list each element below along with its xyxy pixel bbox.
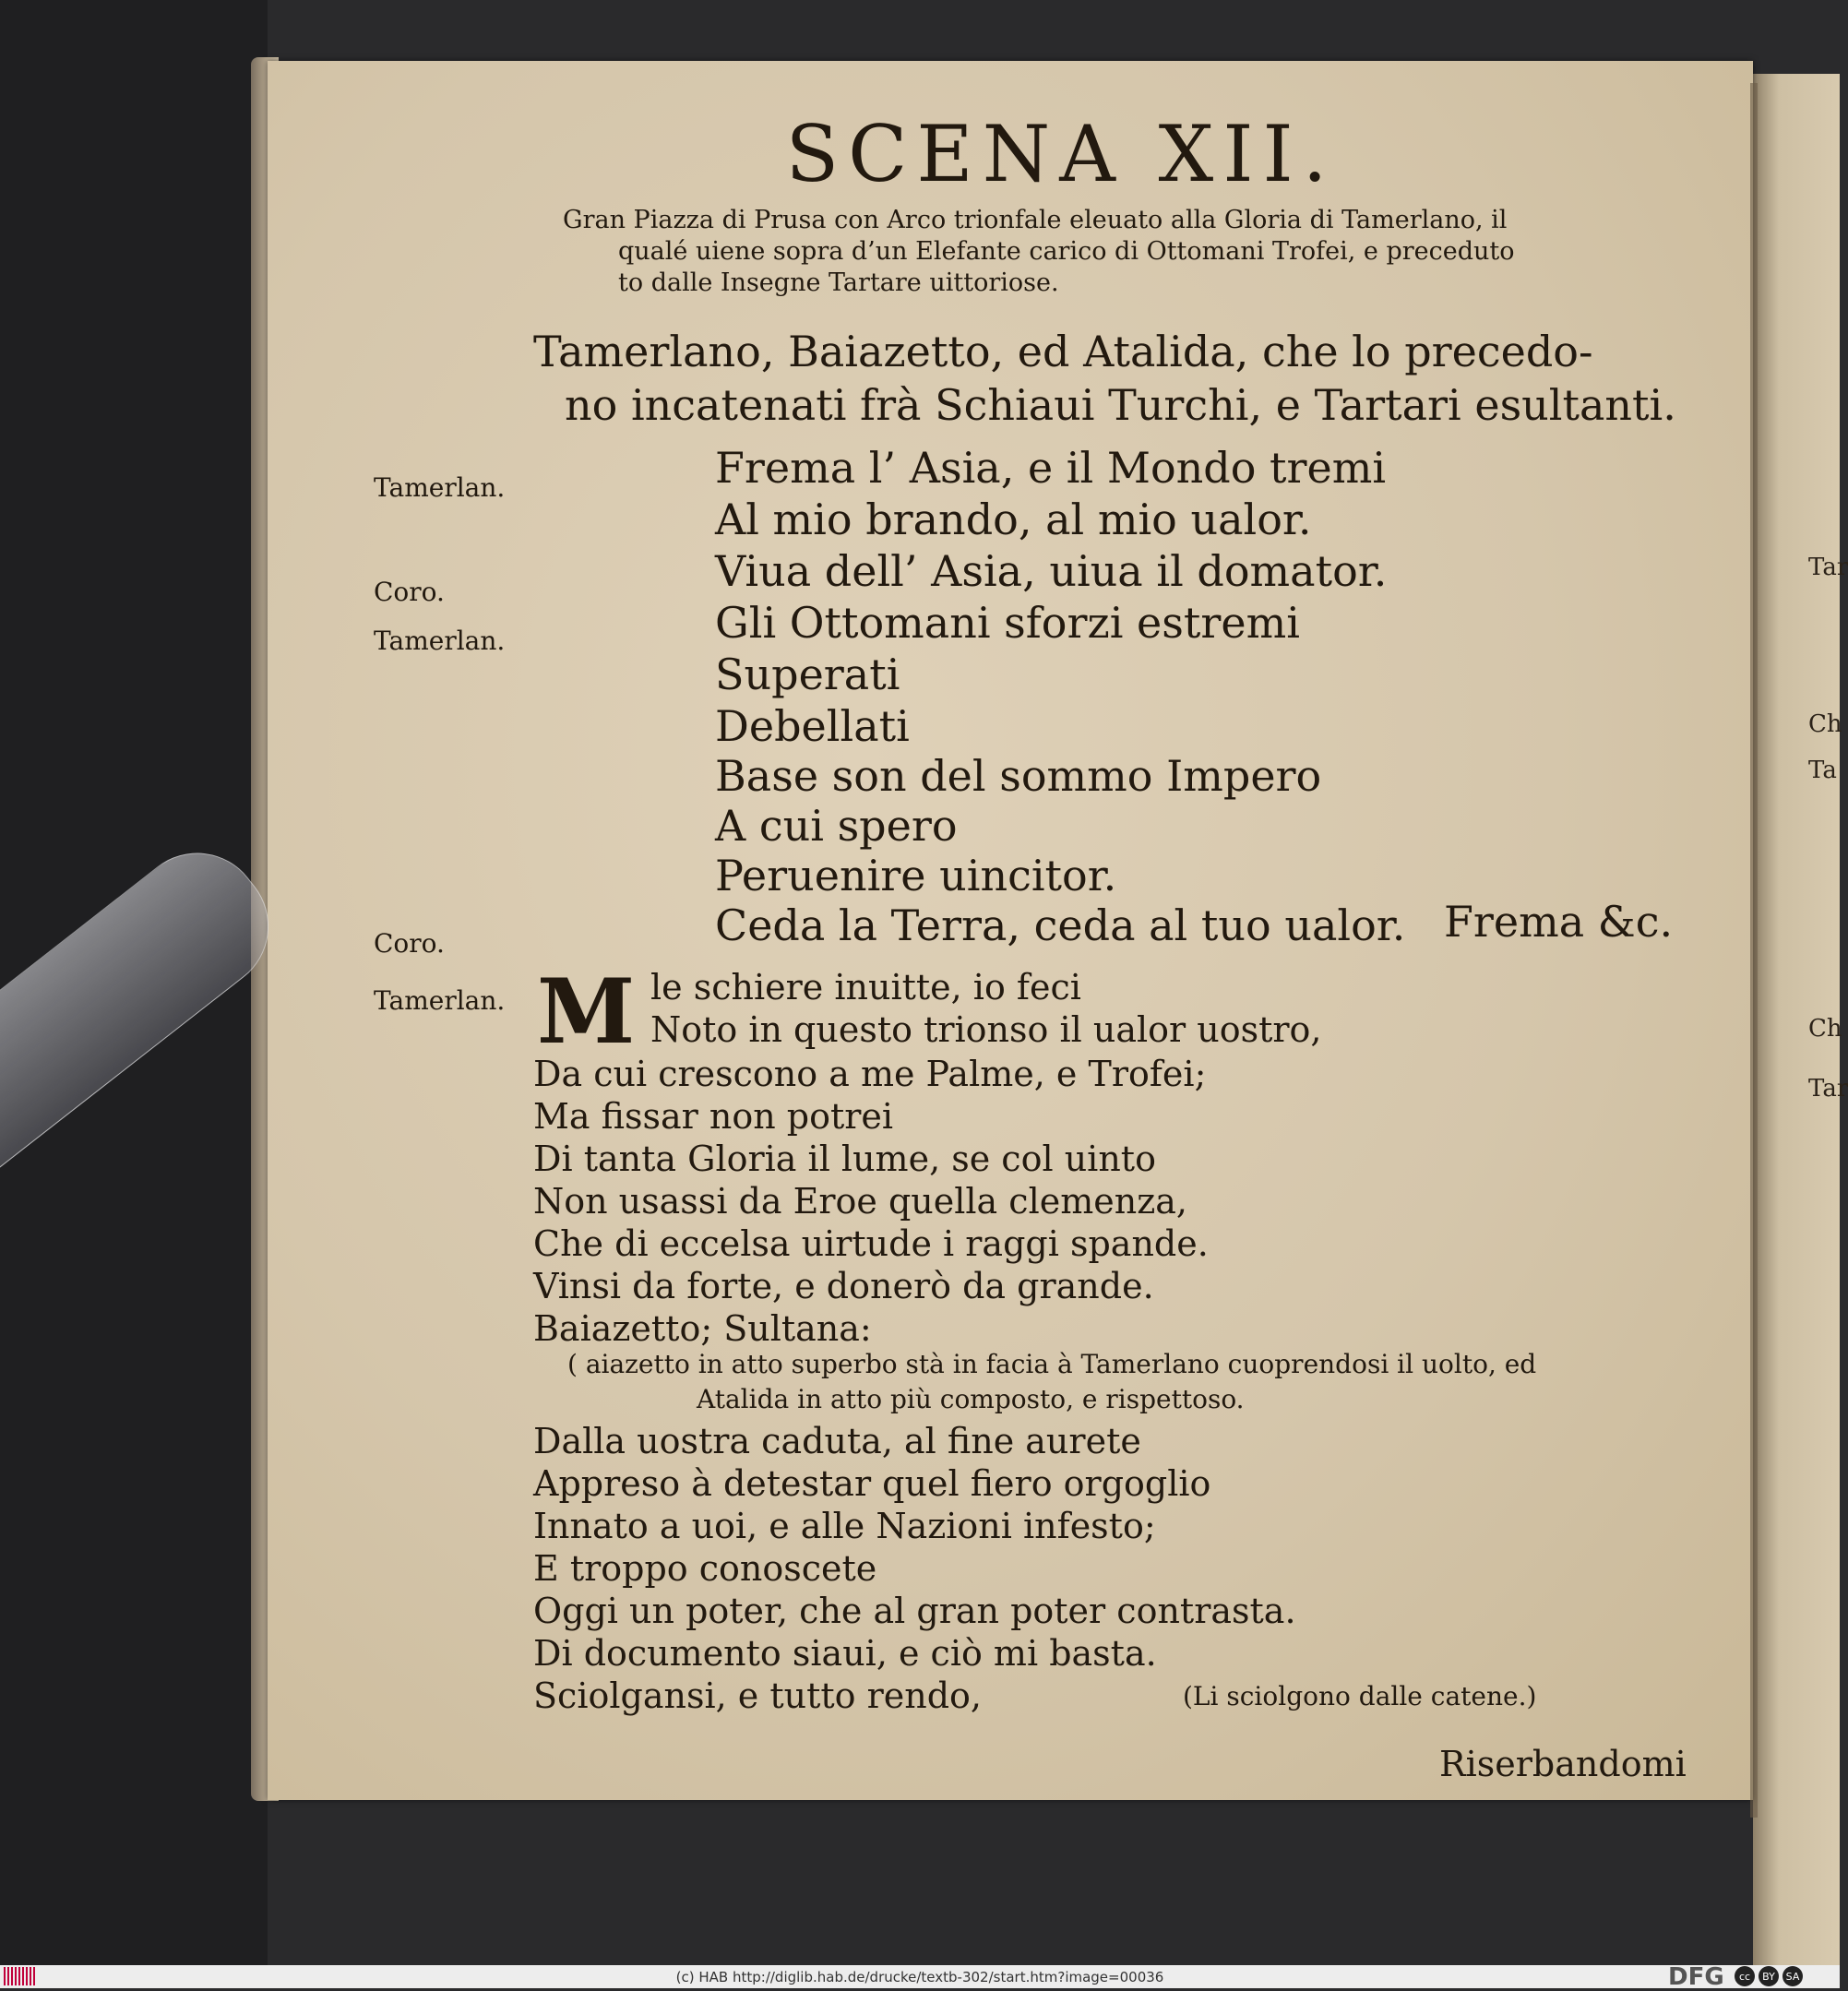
aria-line: A cui spero — [715, 801, 958, 851]
book-spine — [1750, 83, 1758, 1818]
catchword: Riserbandomi — [1439, 1744, 1687, 1784]
aria-line: Viua dell’ Asia, uiua il domator. — [715, 546, 1388, 596]
recitative-line: Di tanta Gloria il lume, se col uinto — [533, 1139, 1156, 1179]
cc-license-icon[interactable] — [1735, 1966, 1803, 1986]
recitative-line: Che di eccelsa uirtude i raggi spande. — [533, 1223, 1209, 1264]
copyright-text[interactable]: (c) HAB http://diglib.hab.de/drucke/textb-302/start.htm?image=00036 — [675, 1968, 1164, 1985]
recitative-line: E troppo conoscete — [533, 1548, 877, 1589]
scene-description-line: qualé uiene sopra d’un Elefante carico di Ottomani Trofei, e preceduto — [618, 237, 1515, 266]
aria-line: Debellati — [715, 701, 910, 751]
stage-direction: ( aiazetto in atto superbo stà in facia à Tamerlano cuoprendosi il uolto, ed — [567, 1349, 1537, 1379]
speaker-label: Coro. — [374, 577, 445, 607]
speaker-label: Tamerlan. — [374, 626, 506, 656]
facing-page-label: Tar — [1808, 554, 1848, 581]
recitative-line: Ma fissar non potrei — [533, 1096, 894, 1137]
facing-page-label: Tar — [1808, 1075, 1848, 1103]
drop-cap: M — [537, 960, 636, 1064]
by-icon: BY — [1759, 1966, 1779, 1986]
recitative-line: Appreso à detestar quel fiero orgoglio — [533, 1463, 1211, 1504]
recitative-line: Baiazetto; Sultana: — [533, 1308, 872, 1349]
aria-line: Gli Ottomani sforzi estremi — [715, 598, 1300, 648]
recitative-line: le schiere inuitte, io feci — [650, 967, 1081, 1007]
facing-page-label: Ta — [1808, 757, 1837, 784]
characters-line: Tamerlano, Baiazetto, ed Atalida, che lo precedo- — [533, 327, 1593, 376]
stage-direction: Atalida in atto più composto, e rispettoso. — [697, 1384, 1245, 1414]
dfg-logo: DFG — [1668, 1963, 1724, 1991]
scene-description-line: to dalle Insegne Tartare uittoriose. — [618, 268, 1059, 297]
recitative-line: Noto in questo trionso il ualor uostro, — [650, 1009, 1322, 1050]
recitative-line: Non usassi da Eroe quella clemenza, — [533, 1181, 1187, 1222]
aria-line: Peruenire uincitor. — [715, 851, 1117, 900]
scene-title: SCENA XII. — [785, 109, 1337, 199]
aria-line: Base son del sommo Impero — [715, 751, 1322, 801]
facing-page-label: Ch — [1808, 710, 1842, 738]
aria-line: Superati — [715, 650, 900, 699]
aria-line: Frema l’ Asia, e il Mondo tremi — [715, 443, 1387, 493]
recitative-line: Da cui crescono a me Palme, e Trofei; — [533, 1054, 1207, 1094]
recitative-line: Oggi un poter, che al gran poter contrasta. — [533, 1591, 1296, 1631]
sa-icon: SA — [1782, 1966, 1803, 1986]
footer-bar — [0, 1965, 1840, 1988]
stage-direction: (Li sciolgono dalle catene.) — [1183, 1681, 1537, 1711]
cc-icon: cc — [1735, 1966, 1755, 1986]
speaker-label: Tamerlan. — [374, 472, 506, 503]
speaker-label: Coro. — [374, 928, 445, 959]
scene-description-line: Gran Piazza di Prusa con Arco trionfale eleuato alla Gloria di Tamerlano, il — [563, 206, 1508, 234]
characters-line: no incatenati frà Schiaui Turchi, e Tartari esultanti. — [565, 380, 1676, 430]
aria-line: Ceda la Terra, ceda al tuo ualor. — [715, 900, 1406, 950]
barcode-icon — [4, 1967, 41, 1985]
recitative-line: Di documento siaui, e ciò mi basta. — [533, 1633, 1157, 1674]
recitative-line: Innato a uoi, e alle Nazioni infesto; — [533, 1506, 1156, 1546]
da-capo-mark: Frema &c. — [1444, 897, 1674, 947]
speaker-label: Tamerlan. — [374, 985, 506, 1016]
recitative-line: Dalla uostra caduta, al fine aurete — [533, 1421, 1141, 1461]
recitative-line: Sciolgansi, e tutto rendo, — [533, 1675, 982, 1716]
facing-page-label: Ch — [1808, 1015, 1842, 1043]
aria-line: Al mio brando, al mio ualor. — [715, 495, 1312, 544]
recitative-line: Vinsi da forte, e donerò da grande. — [533, 1266, 1154, 1306]
